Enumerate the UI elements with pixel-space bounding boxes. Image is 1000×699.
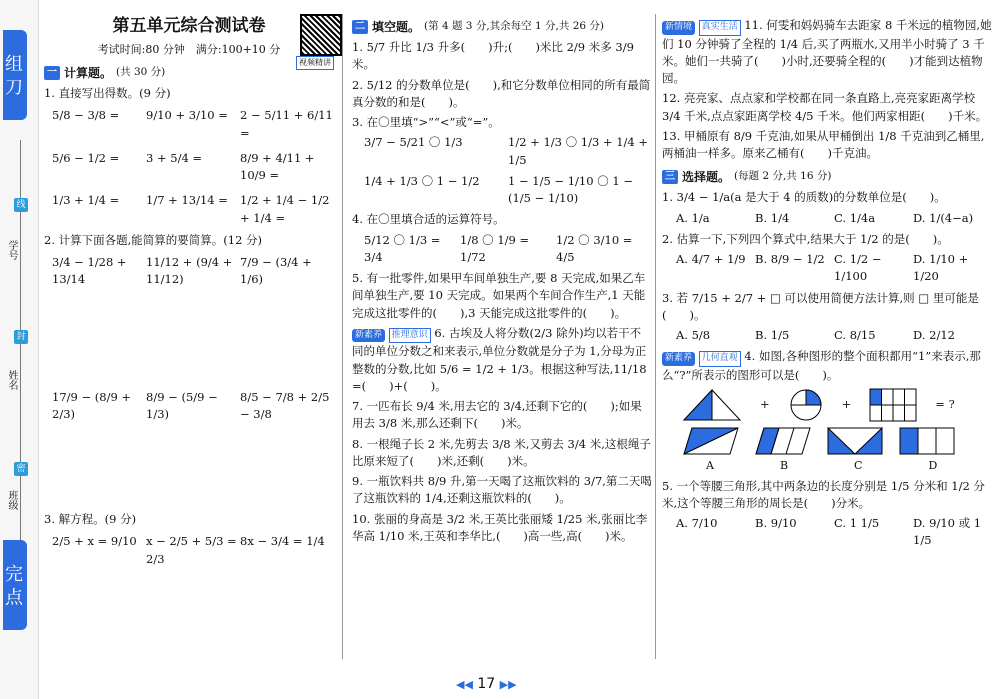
section-2-title: 填空题。 [372, 20, 421, 34]
c2-q3-item: 1/4 + 1/3 〇 1 − 1/2 [364, 173, 480, 188]
c2-question-4: 4. 在〇里填合适的运算符号。 [352, 212, 505, 227]
c3-choice-3-options [676, 327, 992, 344]
c2-question-7: 7. 一匹布长 9/4 米,用去它的 3/4,还剩下它的( );如果用去 3/8 米,那么还剩下( )米。 [352, 399, 642, 431]
c2-question-2: 2. 5/12 的分数单位是( ),和它分数单位相同的所有最简真分数的和是( )。 [352, 77, 651, 109]
qr-code-icon[interactable] [300, 14, 342, 56]
figure-label: B [779, 459, 789, 472]
c3-question-11-wrap [662, 17, 992, 87]
tag-real-life: 真实生活 [699, 20, 741, 36]
c1-q1-item: 5/8 − 3/8 = [52, 108, 120, 123]
option[interactable]: C. 1 1/5 [834, 516, 880, 530]
marker-feng: 封 [14, 330, 28, 344]
c1-q3-item: x − 2/5 + 5/3 = 2/3 [146, 534, 237, 566]
c1-q1-item: 8/9 + 4/11 + 10/9 = [240, 150, 315, 182]
work-space [44, 428, 334, 508]
c3-choice-2-options [676, 251, 992, 286]
section-3-heading [662, 168, 992, 186]
c3-choice-3: 3. 若 7/15 + 2/7 + □ 可以使用简便方法计算,则 □ 里可能是( )。 [662, 290, 979, 322]
grid-figure-icon [869, 388, 917, 422]
figure-label: A [706, 459, 714, 472]
c2-q4-item: 1/8 〇 1/9 = 1/72 [460, 232, 530, 264]
c1-q3-item: 2/5 + x = 9/10 [52, 534, 137, 549]
option[interactable]: C. 1/2 − 1/100 [834, 252, 882, 284]
tag-geometry: 几何直观 [699, 351, 741, 367]
option[interactable]: B. 1/4 [755, 210, 790, 225]
c2-q3-item: 1/2 + 1/3 〇 1/3 + 1/4 + 1/5 [508, 135, 649, 167]
badge-new-literacy: 新素养 [352, 329, 385, 343]
label-xuehao: 学号 [6, 240, 17, 260]
page-title: 第五单元综合测试卷 [112, 16, 266, 36]
c1-q1-item: 5/6 − 1/2 = [52, 150, 120, 165]
section-3-sub: (每题 2 分,共 16 分) [734, 170, 832, 183]
c1-question-1: 1. 直接写出得数。(9 分) [44, 86, 171, 100]
option[interactable]: D. 1/10 + 1/20 [913, 252, 969, 284]
badge-new-literacy: 新素养 [662, 352, 695, 366]
option[interactable]: D. 2/12 [913, 328, 955, 342]
option[interactable]: A. 4/7 + 1/9 [676, 252, 746, 266]
page-subtitle: 考试时间:80 分钟 满分:100+10 分 [97, 42, 281, 56]
c2-q4-item: 1/2 〇 3/10 = 4/5 [556, 232, 633, 264]
section-1-sub: (共 30 分) [116, 66, 166, 79]
column-3 [662, 14, 992, 669]
c3-choice-5-options [676, 515, 992, 550]
figure-label: D [928, 459, 938, 472]
c3-choice-2: 2. 估算一下,下列四个算式中,结果大于 1/2 的是( )。 [662, 231, 949, 246]
c1-q1-item: 1/2 + 1/4 − 1/2 + 1/4 = [240, 193, 330, 225]
c1-question-2: 2. 计算下面各题,能简算的要简算。(12 分) [44, 232, 263, 247]
column-divider [655, 14, 656, 659]
c1-q1-grid [52, 107, 334, 227]
option[interactable]: D. 9/10 或 1 1/5 [913, 516, 982, 548]
label-xingming: 姓名 [6, 370, 17, 390]
c2-question-10: 10. 张丽的身高是 3/2 米,王英比张丽矮 1/25 米,张丽比李华高 1/10 米,王英和李华比,( )高一些,高( )米。 [352, 511, 648, 543]
c1-q2-item: 7/9 − (3/4 + 1/6) [240, 255, 312, 287]
c3-question-11: 11. 何雯和妈妈骑车去距家 8 千米远的植物园,她们 10 分钟骑了全程的 1/4 后,买了两瓶水,又用半小时骑了 3 千米。她们一共骑了( )小时,还要骑全程的( )才能到达植物园。 [662, 18, 992, 85]
bottom-tab: 完 点 [3, 540, 27, 630]
option[interactable]: B. 8/9 − 1/2 [755, 252, 825, 266]
marker-xian: 线 [14, 198, 28, 212]
option[interactable]: C. 1/4a [834, 210, 876, 225]
c3-question-13: 13. 甲桶原有 8/9 千克油,如果从甲桶倒出 1/8 千克油到乙桶里,两桶油一样多。原来乙桶有( )千克油。 [662, 128, 985, 160]
option[interactable]: A. 5/8 [676, 328, 711, 342]
section-2-heading [352, 18, 652, 36]
equals-question: = ? [935, 397, 955, 412]
top-tab: 组 刀 [3, 30, 27, 120]
c1-q1-item: 1/3 + 1/4 = [52, 193, 120, 208]
c3-choice-1-options [676, 210, 992, 227]
page-number [456, 676, 517, 692]
binding-strip [0, 0, 39, 699]
marker-mi: 密 [14, 462, 28, 476]
c2-question-3: 3. 在〇里填“>”“<”或“=”。 [352, 115, 500, 129]
c2-q4-grid [364, 232, 652, 267]
c3-choice-4-wrap [662, 348, 992, 384]
c2-question-6-wrap [352, 325, 652, 395]
c1-q2-item: 8/5 − 7/8 + 2/5 − 3/8 [240, 389, 330, 421]
option[interactable]: C. 8/15 [834, 328, 876, 342]
c2-q3-grid [364, 134, 652, 207]
c2-q3-item: 3/7 − 5/21 〇 1/3 [364, 135, 463, 150]
qr-caption: 视频精讲 [296, 56, 334, 70]
c1-q3-item: 8x − 3/4 = 1/4 [240, 534, 325, 549]
tag-reasoning: 推理意识 [389, 328, 431, 344]
figure-c-icon[interactable] [826, 426, 884, 456]
c1-q2-item: 3/4 − 1/28 + 13/14 [52, 255, 127, 287]
c1-q1-item: 2 − 5/11 + 6/11 = [240, 108, 333, 140]
c1-q3-grid [52, 533, 334, 568]
figure-d-icon[interactable] [898, 426, 956, 456]
c3-choice-1: 1. 3/4 − 1/a(a 是大于 4 的质数)的分数单位是( )。 [662, 190, 946, 205]
figure-label: C [854, 459, 863, 472]
answer-figures [682, 426, 992, 456]
section-2-sub: (第 4 题 3 分,其余每空 1 分,共 26 分) [424, 20, 604, 33]
option[interactable]: A. 1/a [676, 210, 710, 225]
c2-question-8: 8. 一根绳子长 2 米,先剪去 3/8 米,又剪去 3/4 米,这根绳子比原来短了( )米,还剩( )米。 [352, 436, 651, 468]
option[interactable]: D. 1/(4−a) [913, 210, 974, 225]
option[interactable]: B. 9/10 [755, 516, 797, 530]
figure-b-icon[interactable] [754, 426, 812, 456]
section-3-number: 三 [662, 170, 678, 184]
plus-sign: + [841, 397, 852, 412]
column-1 [44, 14, 334, 669]
page-number-value: 17 [477, 676, 496, 692]
next-arrow-icon: ▶▶ [499, 678, 517, 691]
section-3-title: 选择题。 [682, 170, 731, 185]
c1-question-3: 3. 解方程。(9 分) [44, 512, 137, 526]
section-1-number: 一 [44, 66, 60, 80]
circle-figure-icon [788, 388, 824, 422]
c1-q2-row1 [52, 254, 334, 289]
c2-question-5: 5. 有一批零件,如果甲车间单独生产,要 8 天完成,如果乙车间单独生产,要 10 天完成。如果两个车间合作生产,1 天能完成这批零件的( ),3 天能完成这批零件的( )。 [352, 271, 646, 320]
c2-question-6: 6. 古埃及人将分数(2/3 除外)均以若干不同的单位分数之和来表示,单位分数就是分子为 1,分母为正整数的分数,比如 5/6 = 1/2 + 1/3。根据这种写法,11/18 =( )+( )。 [352, 325, 647, 393]
c3-question-12: 12. 亮亮家、点点家和学校都在同一条直路上,亮亮家距离学校 3/4 千米,点点家距离学校 4/5 千米。他们两家相距( )千米。 [662, 91, 988, 123]
figure-a-icon[interactable] [682, 426, 740, 456]
badge-new-context: 新情境 [662, 21, 695, 35]
c2-q4-item: 5/12 〇 1/3 = 3/4 [364, 232, 441, 264]
c1-q2-item: 8/9 − (5/9 − 1/3) [146, 389, 218, 421]
prev-arrow-icon: ◀◀ [456, 678, 473, 691]
c1-q1-item: 1/7 + 13/14 = [146, 193, 228, 208]
c1-q1-item: 3 + 5/4 = [146, 150, 203, 165]
c2-q3-item: 1 − 1/5 − 1/10 〇 1 − (1/5 − 1/10) [508, 173, 633, 205]
triangle-figure-icon [682, 388, 742, 422]
column-divider [342, 14, 343, 659]
section-2-number: 二 [352, 20, 368, 34]
column-2 [352, 14, 652, 669]
c2-question-9: 9. 一瓶饮料共 8/9 升,第一天喝了这瓶饮料的 3/7,第二天喝了这瓶饮料的 1/4,还剩这瓶饮料的( )。 [352, 474, 652, 506]
option[interactable]: A. 7/10 [676, 516, 718, 530]
c1-q1-item: 9/10 + 3/10 = [146, 108, 228, 123]
c1-q2-item: 17/9 − (8/9 + 2/3) [52, 389, 132, 421]
section-1-heading [44, 64, 334, 82]
c1-q2-row2 [52, 389, 334, 424]
c3-choice-4: 4. 如图,各种图形的整个面积都用“1”来表示,那么“?”所表示的图形可以是( )。 [662, 349, 981, 382]
label-banji: 班级 [6, 490, 17, 510]
c3-choice-5: 5. 一个等腰三角形,其中两条边的长度分别是 1/5 分米和 1/2 分米,这个等腰三角形的周长是( )分米。 [662, 478, 985, 510]
option[interactable]: B. 1/5 [755, 328, 790, 342]
c2-question-1: 1. 5/7 升比 1/3 升多( )升;( )米比 2/9 米多 3/9 米。 [352, 40, 634, 72]
work-space [44, 294, 334, 384]
c1-q2-item: 11/12 + (9/4 + 11/12) [146, 255, 233, 287]
plus-sign: + [760, 397, 770, 412]
section-1-title: 计算题。 [64, 66, 113, 80]
fraction-figures [682, 388, 992, 422]
figure-labels [706, 458, 992, 475]
